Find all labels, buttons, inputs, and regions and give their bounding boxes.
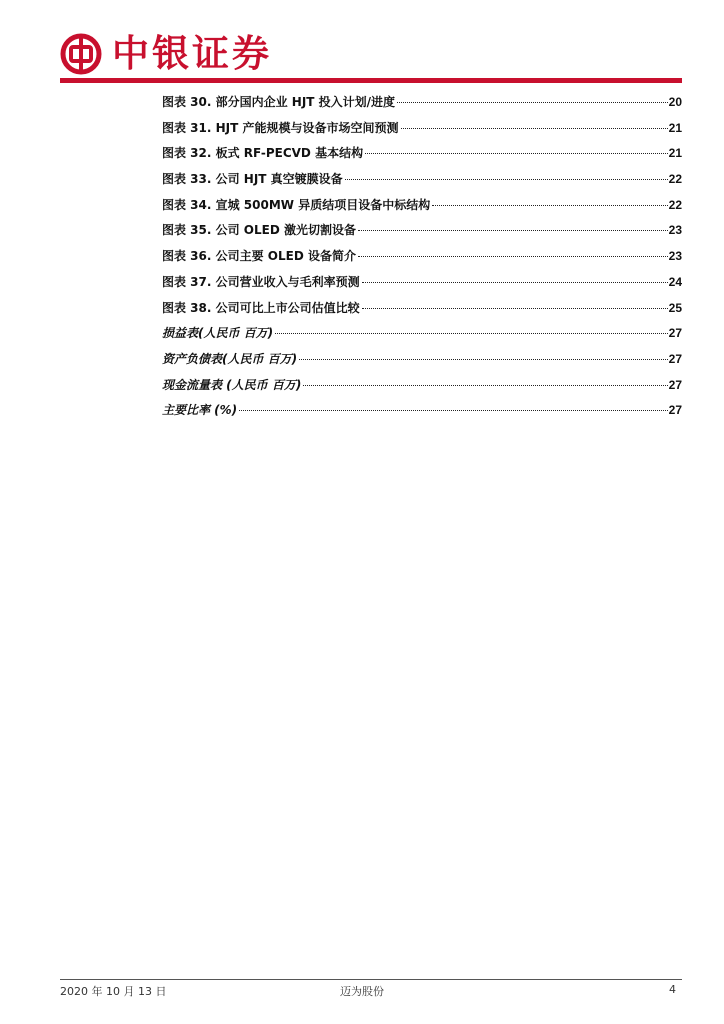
page-number: 4 — [669, 983, 676, 996]
toc-entry-page: 22 — [668, 172, 682, 187]
toc-entry-page: 23 — [668, 249, 682, 264]
page-header — [0, 0, 724, 90]
brand-name: 中银证券 — [112, 31, 272, 75]
dot-leader — [362, 282, 668, 283]
header-divider — [60, 78, 682, 83]
dot-leader — [345, 179, 668, 180]
toc-entry-page: 25 — [668, 300, 682, 315]
toc-entry-title: 图表 38. 公司可比上市公司估值比较 — [162, 300, 360, 315]
toc-entry-page: 21 — [668, 120, 682, 135]
toc-entry-page: 24 — [668, 274, 682, 289]
dot-leader — [358, 230, 668, 231]
dot-leader — [239, 410, 667, 411]
toc-entry-page: 27 — [668, 403, 682, 418]
dot-leader — [397, 102, 668, 103]
toc-entry-title: 图表 34. 宣城 500MW 异质结项目设备中标结构 — [162, 197, 431, 212]
toc-entry[interactable] — [162, 299, 682, 325]
dot-leader — [401, 128, 668, 129]
toc-entry-title: 图表 37. 公司营业收入与毛利率预测 — [162, 274, 360, 289]
toc-entry[interactable] — [162, 221, 682, 247]
table-of-contents — [162, 93, 682, 427]
report-date: 2020 年 10 月 13 日 — [60, 985, 167, 998]
dot-leader — [365, 153, 668, 154]
toc-entry[interactable] — [162, 401, 682, 427]
dot-leader — [303, 385, 667, 386]
toc-entry[interactable] — [162, 144, 682, 170]
toc-entry-title: 现金流量表 (人民币 百万) — [162, 377, 302, 392]
toc-entry[interactable] — [162, 170, 682, 196]
dot-leader — [275, 333, 667, 334]
toc-entry[interactable] — [162, 247, 682, 273]
toc-entry-page: 22 — [668, 197, 682, 212]
toc-entry[interactable] — [162, 93, 682, 119]
toc-entry-page: 27 — [668, 351, 682, 366]
toc-entry[interactable] — [162, 376, 682, 402]
toc-entry[interactable] — [162, 119, 682, 145]
toc-entry-page: 23 — [668, 223, 682, 238]
footer-divider — [60, 979, 682, 980]
toc-entry-title: 损益表(人民币 百万) — [162, 326, 274, 341]
toc-entry[interactable] — [162, 350, 682, 376]
toc-entry-title: 图表 32. 板式 RF-PECVD 基本结构 — [162, 146, 364, 161]
company-name: 迈为股份 — [340, 985, 384, 998]
toc-entry-title: 图表 30. 部分国内企业 HJT 投入计划/进度 — [162, 95, 396, 109]
toc-entry-title: 图表 36. 公司主要 OLED 设备简介 — [162, 249, 356, 264]
toc-entry-page: 27 — [668, 377, 682, 392]
toc-entry[interactable] — [162, 273, 682, 299]
dot-leader — [362, 308, 668, 309]
toc-entry-title: 图表 31. HJT 产能规模与设备市场空间预测 — [162, 120, 399, 135]
toc-entry-title: 主要比率 (%) — [162, 403, 238, 418]
toc-entry[interactable] — [162, 196, 682, 222]
bank-of-china-logo-icon — [60, 33, 102, 75]
dot-leader — [432, 205, 667, 206]
toc-entry-page: 20 — [668, 95, 682, 109]
toc-entry-title: 资产负债表(人民币 百万) — [162, 351, 298, 366]
dot-leader — [299, 359, 667, 360]
toc-entry[interactable] — [162, 324, 682, 350]
dot-leader — [358, 256, 668, 257]
toc-entry-title: 图表 35. 公司 OLED 激光切割设备 — [162, 223, 356, 238]
toc-entry-page: 27 — [668, 326, 682, 341]
toc-entry-title: 图表 33. 公司 HJT 真空镀膜设备 — [162, 172, 343, 187]
toc-entry-page: 21 — [668, 146, 682, 161]
